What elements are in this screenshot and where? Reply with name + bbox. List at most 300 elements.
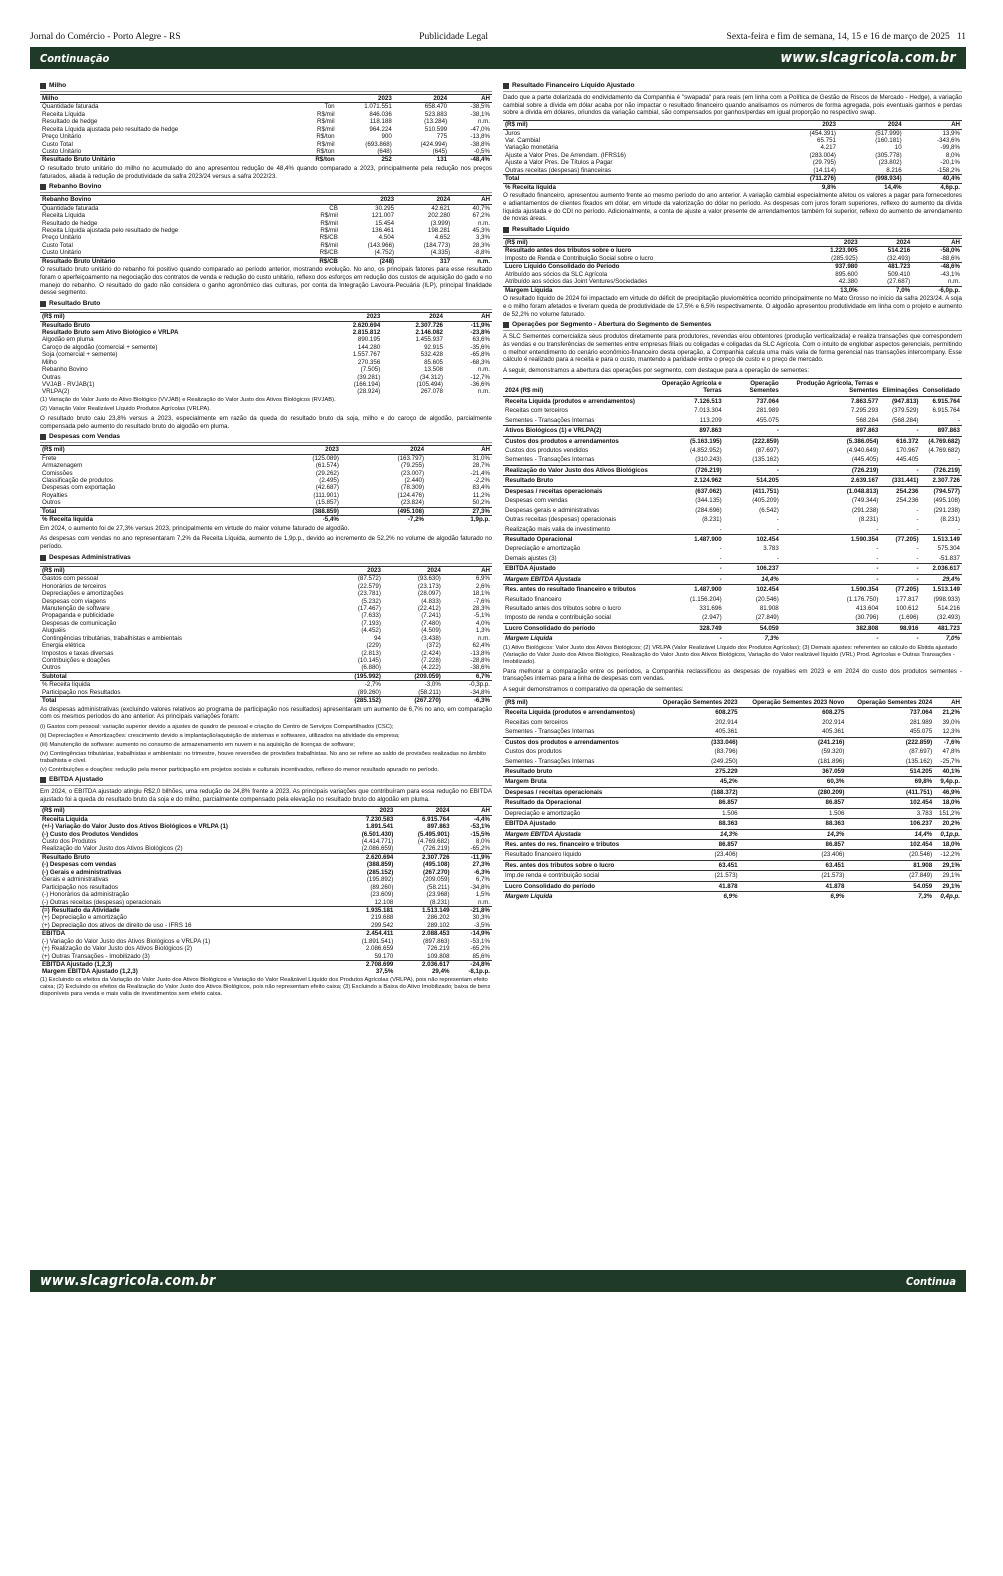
table-cell: 514.216 xyxy=(887,247,911,255)
table-cell: (568.284) xyxy=(892,416,919,424)
table-cell: (998.933) xyxy=(933,595,960,603)
table-cell: (267.270) xyxy=(423,868,450,876)
table-cell: 281.989 xyxy=(909,718,933,726)
table-cell: 846.036 xyxy=(369,110,392,118)
paragraph: As despesas com vendas no ano representaram 7,2% da Receita Líquida, aumento de 1,9p.p., devido ao incremento de 52,2% no volume de algodão faturado no período. xyxy=(40,535,492,551)
header-cell: 2023 xyxy=(337,94,394,102)
footnote: (2) Variação Valor Realizável Líquido Produtos Agrícolas (VRLPA). xyxy=(40,405,211,412)
table-cell: (372) xyxy=(426,642,441,650)
table-cell: 897.863 xyxy=(427,823,450,831)
table-cell: R$/mil xyxy=(317,125,335,133)
table-cell: 737.064 xyxy=(724,396,781,406)
table-cell: (2.947) xyxy=(702,614,722,622)
table-row xyxy=(40,381,492,388)
table-cell: -65,2% xyxy=(470,845,490,853)
table-cell: -2,7% xyxy=(323,681,383,689)
table-row xyxy=(40,257,492,265)
table-cell: Receita Líquida xyxy=(42,815,88,823)
table-cell: (5.163.195) xyxy=(650,436,724,446)
table-row xyxy=(503,595,962,604)
section-title xyxy=(40,300,492,310)
table-cell: 2.036.617 xyxy=(395,961,451,969)
table-cell: (285.152) xyxy=(323,697,383,705)
table-cell: - xyxy=(880,574,920,584)
table-cell: R$/mil xyxy=(317,140,335,148)
table-cell: (749.344) xyxy=(851,497,879,505)
table-cell: -8,1p.p. xyxy=(468,968,490,976)
table-cell: 41.878 xyxy=(652,881,740,891)
table-cell: Receita Líquida (produtos e arrendamentos) xyxy=(503,708,652,718)
table-cell: (61.574) xyxy=(315,462,339,470)
section-title-text: Resultado Financeiro Líquido Ajustado xyxy=(512,82,635,89)
table-cell: Lucro Líquido Consolidado do Período xyxy=(503,263,798,271)
table-cell: 86.857 xyxy=(740,840,847,850)
table-cell: (27.849) xyxy=(755,614,779,622)
table-cell: (89.260) xyxy=(370,883,394,891)
table-cell: 63,6% xyxy=(472,336,490,344)
table-cell: 63.451 xyxy=(652,860,740,870)
table-cell: (4.769.682) xyxy=(928,447,960,455)
table-cell: (17.467) xyxy=(357,604,381,612)
table-cell: (181.896) xyxy=(817,757,845,765)
table-cell: (7.228) xyxy=(421,657,441,664)
table-cell: (6.542) xyxy=(759,506,779,514)
table-cell: 286.202 xyxy=(427,914,450,922)
table-cell: (23.781) xyxy=(357,590,381,598)
table-cell: (2.495) xyxy=(319,476,339,484)
table-cell: 45,2% xyxy=(652,777,740,787)
table-cell: Energia elétrica xyxy=(42,642,85,650)
table-cell: - xyxy=(724,426,781,436)
table-cell: Custos dos produtos e arrendamentos xyxy=(503,436,650,446)
section-square-icon xyxy=(40,434,46,440)
table-cell: 6,9% xyxy=(740,892,847,902)
table-cell: Receita Líquida xyxy=(42,110,85,118)
table-cell: 4,0% xyxy=(475,619,490,627)
table-cell: (105.494) xyxy=(416,381,443,389)
table-cell: 31,0% xyxy=(472,454,490,462)
table-cell: 267.078 xyxy=(420,388,443,396)
table-cell: - xyxy=(719,554,722,562)
table-cell: (1.156.204) xyxy=(690,595,722,603)
header-cell: AH xyxy=(443,566,492,574)
table-row xyxy=(503,850,962,860)
table-cell: 170.967 xyxy=(896,447,919,455)
footnote: (1) Ativo Biológicos: Valor Justo dos Ativos Biológicos; (2) VRLPA (Valor Realizável Líquido dos Produtos Agrícolas); (3) Demais ajustes: referentes ao cálculo do Ebitda ajustado (Variação do Valor Justo dos Ativos Biológico, Realização do Valor Justo dos Ativos Biológicos, Variação do Valor realizável líquido (VRL) Prod. Agrícolas e Outras Transações - Imobilizado). xyxy=(503,644,958,665)
table-cell: (13.284) xyxy=(424,118,448,126)
newspaper-header xyxy=(30,32,966,42)
table-row xyxy=(40,499,492,507)
table-cell: (166.194) xyxy=(353,381,381,389)
data-table xyxy=(40,566,492,705)
table-cell: 9,4p.p. xyxy=(934,777,962,787)
table-row xyxy=(503,787,962,797)
table-cell: (32.493) xyxy=(887,254,911,262)
table-cell: (4.452) xyxy=(361,627,381,635)
table-cell: -21,8% xyxy=(452,906,492,914)
data-table xyxy=(40,312,492,396)
table-cell: -15,5% xyxy=(470,830,490,838)
table-cell: (77.205) xyxy=(880,534,920,544)
table-cell: Royalties xyxy=(42,491,68,499)
table-row xyxy=(503,881,962,891)
table-cell: - xyxy=(776,554,779,562)
table-cell: 7,0% xyxy=(860,286,912,294)
table-cell: Contingências tributárias, trabalhistas e ambientais xyxy=(42,634,182,642)
list-item: (ii) Depreciações e Amortizações: crescimento devido a implantação/aquisição de sistemas e softwares, utilizados na atividade da empresa; xyxy=(40,733,400,740)
table-cell: (22.579) xyxy=(357,582,381,590)
table-cell: Custo Total xyxy=(42,140,73,148)
header-cell: AH xyxy=(445,313,492,321)
table-cell: Despesas / receitas operacionais xyxy=(503,787,652,797)
table-row xyxy=(503,727,962,737)
table-cell: (28.924) xyxy=(357,388,381,396)
table-cell: (23.968) xyxy=(426,891,450,899)
table-cell: (125.089) xyxy=(312,454,339,462)
table-cell: 98.916 xyxy=(880,623,920,633)
table-header-row xyxy=(40,446,492,454)
table-row xyxy=(503,152,962,159)
table-cell: 8,0% xyxy=(945,151,960,159)
table-cell: (280.209) xyxy=(740,787,847,797)
table-cell: (30.796) xyxy=(855,614,879,622)
table-cell: (22.412) xyxy=(417,604,441,612)
table-row xyxy=(40,876,492,883)
table-cell: Margem Bruta xyxy=(503,777,652,787)
table-cell: Sementes - Transações Internas xyxy=(505,728,595,736)
table-row xyxy=(40,249,492,257)
table-cell: 18,0% xyxy=(934,840,962,850)
table-cell: Depreciação e amortização xyxy=(503,808,652,818)
table-cell: (23.173) xyxy=(417,582,441,590)
table-cell: (14.114) xyxy=(813,166,836,174)
table-cell: 0,4p.p. xyxy=(934,892,962,902)
table-cell: (726.219) xyxy=(650,465,724,475)
table-cell: 382.808 xyxy=(781,623,881,633)
paragraph: O resultado líquido de 2024 foi impactado em virtude do déficit de precipitação pluviométrica ocorrido principalmente no Mato Grosso no início da safra 2023/24. A soja e o milho foram afetados e tiveram queda de produtividade de 17,5% e 6,5% respectivamente. O algodão apresentou produtividade em linha com o projeto e aumento de 52,2% no volume faturado. xyxy=(503,295,962,318)
table-cell: -20,1% xyxy=(940,159,960,167)
table-cell: 608.275 xyxy=(740,708,847,718)
table-cell: -68,3% xyxy=(470,358,490,366)
paragraph: O resultado financeiro, apresentou aumento frente ao mesmo período do ano anterior. A variação cambial especialmente afetou os valores a pagar para fornecedores e adiantamentos de clientes fixados em dólar, em virtude da valorização do dólar no período. As despesas com juros foram superiores, reflexo do aumento da dívida líquida ajustada e do CDI no período. Adicionalmente, a conta de ajuste a valor presente de arrendamentos também foi superior, reflexo do aumento de arrendamento de novas áreas. xyxy=(503,192,962,223)
table-row xyxy=(40,141,492,148)
table-row xyxy=(40,650,492,657)
section-title xyxy=(40,776,492,786)
table-row xyxy=(503,137,962,144)
table-cell: Juros xyxy=(505,129,521,137)
table-cell: Ativos Biológicos (1) e VRLPA(2) xyxy=(503,426,650,436)
table-cell: (5.232) xyxy=(361,597,381,605)
paragraph: A seguir demonstramos o comparativo da operação de sementes: xyxy=(503,686,684,694)
table-row xyxy=(40,681,492,689)
table-cell: Preço Unitário xyxy=(42,133,82,141)
table-cell: (1.891.541) xyxy=(361,937,394,945)
table-cell: Resultado Bruto Unitário xyxy=(40,156,294,164)
table-row xyxy=(503,747,962,756)
table-row xyxy=(503,159,962,166)
table-cell: (285.152) xyxy=(366,868,394,876)
table-cell: n.m. xyxy=(477,898,490,906)
table-cell: -7,2% xyxy=(341,516,426,524)
table-cell: 28,7% xyxy=(472,462,490,470)
paragraph: As despesas administrativas (excluindo valores relativos ao programa de participação nos resultados) apresentaram um aumento de 6,7% no ano, em comparação com os mesmos períodos do ano anterior. As principais variações foram: xyxy=(40,705,492,721)
table-cell: -12,2% xyxy=(934,850,962,860)
header-cell: AH xyxy=(426,446,492,454)
table-cell: Var. Cambial xyxy=(505,137,540,145)
table-row xyxy=(503,465,962,475)
table-cell: (78.309) xyxy=(401,484,425,492)
table-cell: 47,8% xyxy=(942,748,960,756)
table-row xyxy=(503,604,962,613)
header-cell: 2023 xyxy=(798,239,859,247)
table-cell: 27,3% xyxy=(426,507,492,515)
table-header-row xyxy=(503,239,962,247)
table-cell: Total xyxy=(503,175,772,183)
table-cell: - xyxy=(776,516,779,524)
table-cell: (21.573) xyxy=(652,871,740,881)
table-cell: 151,2% xyxy=(934,808,962,818)
table-cell: 2,6% xyxy=(475,582,490,590)
table-cell: Ajuste a Valor Pres. De Arrendam. (IFRS16) xyxy=(505,151,626,159)
table-cell: (388.859) xyxy=(366,861,394,869)
table-cell: -24,8% xyxy=(452,961,492,969)
table-cell: Receita Líquida ajustada pelo resultado de hedge xyxy=(42,125,179,133)
table-cell: Receita Líquida xyxy=(42,212,85,220)
table-row xyxy=(40,938,492,945)
table-cell: Classificação de produtos xyxy=(42,476,113,484)
table-row xyxy=(40,823,492,830)
table-cell: 4,6p.p. xyxy=(904,183,962,191)
header-cell: Produção Agrícola, Terras e Sementes xyxy=(781,378,881,396)
table-cell: Lucro Consolidado do período xyxy=(503,623,650,633)
table-cell: 1.891.541 xyxy=(365,823,394,831)
table-cell: 254.236 xyxy=(896,497,919,505)
table-cell: -25,7% xyxy=(940,757,960,765)
table-cell: 29,1% xyxy=(934,871,962,881)
table-row xyxy=(40,351,492,358)
table-header-row xyxy=(503,378,962,396)
table-row xyxy=(503,506,962,515)
table-cell: Participação nos Resultados xyxy=(42,688,121,696)
section-title-text: Resultado Líquido xyxy=(512,226,570,234)
table-cell: - xyxy=(957,416,960,424)
table-cell: 118.188 xyxy=(369,118,392,126)
table-cell: (249.250) xyxy=(711,757,738,765)
table-cell: (83.796) xyxy=(714,748,738,756)
table-row xyxy=(40,516,492,524)
table-header-row xyxy=(40,196,492,204)
table-cell: 1.487.900 xyxy=(650,534,724,544)
table-cell: 281.989 xyxy=(756,407,779,415)
list-item: (iv) Contingências tributárias, trabalhistas e ambientais: no trimestre, houve reversões de provisões trabalhistas. No ano se refere ao saldo de provisões realizadas no âmbito trabalhista e cível. xyxy=(40,750,486,764)
table-cell: 1.513.149 xyxy=(921,534,963,544)
table-row xyxy=(40,388,492,395)
table-cell: 102.454 xyxy=(724,585,781,595)
section-square-icon xyxy=(40,301,46,307)
table-cell: 113.209 xyxy=(699,416,722,424)
table-cell: Imposto de renda e contribuição social xyxy=(505,614,611,622)
table-cell: Receita Líquida (produtos e arrendamentos) xyxy=(503,396,650,406)
header-cell xyxy=(294,94,336,102)
table-cell: 2.307.726 xyxy=(415,321,443,329)
table-cell: (29.262) xyxy=(315,469,339,477)
table-cell: 81.908 xyxy=(846,860,934,870)
table-row xyxy=(40,148,492,156)
header-right xyxy=(727,32,966,42)
table-cell: Custo Total xyxy=(42,241,73,249)
table-cell: (4.769.682) xyxy=(921,436,963,446)
table-cell: 3.783 xyxy=(846,808,934,818)
table-cell: 523.883 xyxy=(424,110,448,118)
table-row xyxy=(40,575,492,583)
table-cell: (93.630) xyxy=(417,575,441,583)
table-cell: (726.219) xyxy=(423,845,450,853)
table-cell: -6,3% xyxy=(443,697,492,705)
table-cell: - xyxy=(781,574,881,584)
table-cell: Impostos e taxas diversas xyxy=(42,649,114,657)
table-cell: 405.361 xyxy=(715,728,738,736)
table-cell: Margem Líquida xyxy=(503,286,798,294)
table-cell: n.m. xyxy=(477,118,490,126)
list-item: (v) Contribuições e doações: redução pela menor participação em projetos sociais e culturais incentivados, reflexo do menor resultado apurado no período. xyxy=(40,766,439,773)
table-cell: 1.513.149 xyxy=(395,906,451,914)
table-cell: 575.304 xyxy=(937,545,960,553)
table-cell: Despesas com vendas xyxy=(505,497,568,505)
table-row xyxy=(40,884,492,891)
table-cell: 92.915 xyxy=(424,343,443,351)
table-row xyxy=(503,183,962,191)
table-cell: 1.487.900 xyxy=(650,585,724,595)
table-cell: (291.238) xyxy=(851,506,879,514)
table-cell: 568.284 xyxy=(856,416,879,424)
header-cell: (R$ mil) xyxy=(40,807,339,815)
table-cell: - xyxy=(719,545,722,553)
table-cell: (8.231) xyxy=(940,516,960,524)
table-cell: (648) xyxy=(377,147,392,155)
table-cell: -43,1% xyxy=(940,270,960,278)
table-cell: (23.802) xyxy=(878,159,902,167)
table-cell: Receita Líquida ajustada pelo resultado de hedge xyxy=(42,227,179,234)
table-row xyxy=(40,620,492,627)
table-cell: 2.815.812 xyxy=(352,328,381,336)
paragraph: O resultado bruto caiu 23,8% versus a 2023, especialmente em razão da queda do resultado bruto da soja, milho e do caroço de algodão, parcialmente compensada pelo aumento do resultado bruto do algodão em pluma. xyxy=(40,414,492,430)
table-cell: (1.176.750) xyxy=(846,595,879,603)
table-cell: Outras receitas (despesas) operacionais xyxy=(505,516,617,524)
table-row xyxy=(503,167,962,175)
table-cell: Atribuído aos sócios da SLC Agrícola xyxy=(505,270,608,278)
header-left: Jornal do Comércio - Porto Alegre - RS xyxy=(30,32,181,42)
table-cell: 890.195 xyxy=(357,336,381,344)
table-row xyxy=(40,930,492,938)
table-cell: CB xyxy=(329,204,338,212)
table-cell: (291.238) xyxy=(933,506,960,514)
table-cell: Depreciações e amortizações xyxy=(42,590,124,598)
table-cell: (424.994) xyxy=(420,140,448,148)
table-cell: 328.749 xyxy=(650,623,724,633)
section-title xyxy=(40,433,492,443)
table-cell: 81.908 xyxy=(759,605,779,613)
table-cell: 40,7% xyxy=(472,204,490,212)
table-cell: (411.751) xyxy=(846,787,934,797)
table-cell: 106.237 xyxy=(724,564,781,574)
table-cell: 177.817 xyxy=(896,595,919,603)
table-row xyxy=(40,831,492,838)
table-cell: Milho xyxy=(42,358,57,366)
table-cell: 86.857 xyxy=(652,798,740,808)
table-cell: 28,3% xyxy=(472,604,490,612)
header-cell: 2024 xyxy=(396,196,452,204)
table-cell: Custos dos produtos vendidos xyxy=(505,447,589,455)
table-cell: 12.108 xyxy=(374,898,394,906)
table-cell: Quantidade faturada xyxy=(42,204,99,212)
table-row xyxy=(40,961,492,969)
table-cell: 289.102 xyxy=(427,921,450,929)
table-cell: (+/-) Variação do Valor Justo dos Ativos Biológicos e VRLPA (1) xyxy=(42,823,228,831)
page-number: 11 xyxy=(956,32,966,42)
list-item: (iii) Manutenção de software: aumento no consumo de armazenamento em nuvem e na aquisição de licenças de software; xyxy=(40,742,355,749)
paragraph: Dado que a parte dolarizada do endividamento da Companhia é "swapada" para reais (em linha com a Política de Gestão de Riscos de Mercado - Hedge), a variação cambial sobre a dívida em dólar acaba por não impactar o resultado financeiro quando analisamos os números de forma agregada, pois eventuais ganhos e perdas sobre a dívida em dólares, oriundos da variação cambial, são compensados por ganhos/perdas em igual proporção no respectivo swap. xyxy=(503,93,962,117)
paragraph: O resultado bruto unitário do rebanho foi positivo quando comparado ao período anterior, mostrando evolução. No ano, os principais fatores para esse resultado foram o aperfeiçoamento na negociação dos contratos de venda e redução do custo unitário, reflexo dos esforços em redução dos custos de aquisição do gado e no manejo do rebanho. O resultado do gado não considera o ganho agronômico das culturas, por conta da Integração Lavoura-Pecuária (ILP), principal finalidade desse segmento. xyxy=(40,266,492,297)
section-square-icon xyxy=(40,777,46,783)
table-cell: Demais ajustes (3) xyxy=(505,554,557,562)
table-cell: 455.075 xyxy=(756,416,779,424)
table-cell: Despesas / receitas operacionais xyxy=(503,486,650,496)
table-cell: Realização do Valor Justo dos Ativos Biológicos (2) xyxy=(42,845,183,853)
table-cell: 2.307.726 xyxy=(921,476,963,486)
table-cell: 2.454.411 xyxy=(339,930,395,938)
table-cell: 14,3% xyxy=(652,829,740,839)
table-cell: 202.914 xyxy=(715,718,738,726)
table-cell: 7,0% xyxy=(921,634,963,644)
table-cell: 4.652 xyxy=(434,234,451,242)
table-cell: (77.205) xyxy=(880,585,920,595)
table-cell: 514.205 xyxy=(846,766,934,776)
table-cell: (8.231) xyxy=(702,516,722,524)
table-row xyxy=(503,534,962,544)
header-cell: AH xyxy=(452,807,492,815)
table-cell: R$/mil xyxy=(320,241,338,249)
table-cell: (1.696) xyxy=(898,614,919,622)
table-cell: 413.604 xyxy=(856,605,879,613)
table-row xyxy=(40,366,492,373)
table-cell: 2.620.694 xyxy=(352,321,381,329)
site-url-bottom: www.slcagricola.com.br xyxy=(40,1273,216,1289)
table-cell: Res. antes dos tributos sobre o lucro xyxy=(503,860,652,870)
header-cell: 2023 xyxy=(323,566,383,574)
table-cell: Comissões xyxy=(42,469,73,477)
table-cell: (27.687) xyxy=(887,278,911,286)
table-row xyxy=(40,627,492,634)
table-cell: 7.230.583 xyxy=(365,815,394,823)
table-cell: (285.925) xyxy=(831,254,858,262)
table-row xyxy=(40,853,492,861)
table-cell: Ajuste a Valor Pres. De Títulos a Pagar xyxy=(505,159,613,167)
table-cell: 21,2% xyxy=(934,708,962,718)
table-cell: Resultado Bruto sem Ativo Biológico e VRLPA xyxy=(42,328,179,336)
table-cell: 42.621 xyxy=(431,204,451,212)
table-cell: 8.216 xyxy=(886,166,902,174)
table-cell: (331.441) xyxy=(880,476,920,486)
table-row xyxy=(40,906,492,914)
table-cell: -6,0p.p. xyxy=(912,286,962,294)
table-cell: (7.505) xyxy=(360,366,381,374)
data-table xyxy=(503,120,962,191)
header-cell: 2024 (R$ mil) xyxy=(503,378,650,396)
table-cell: (59.320) xyxy=(821,748,845,756)
table-cell: Margem EBITDA Ajustada xyxy=(503,829,652,839)
table-cell: 252 xyxy=(337,156,394,164)
table-cell: - xyxy=(781,564,881,574)
